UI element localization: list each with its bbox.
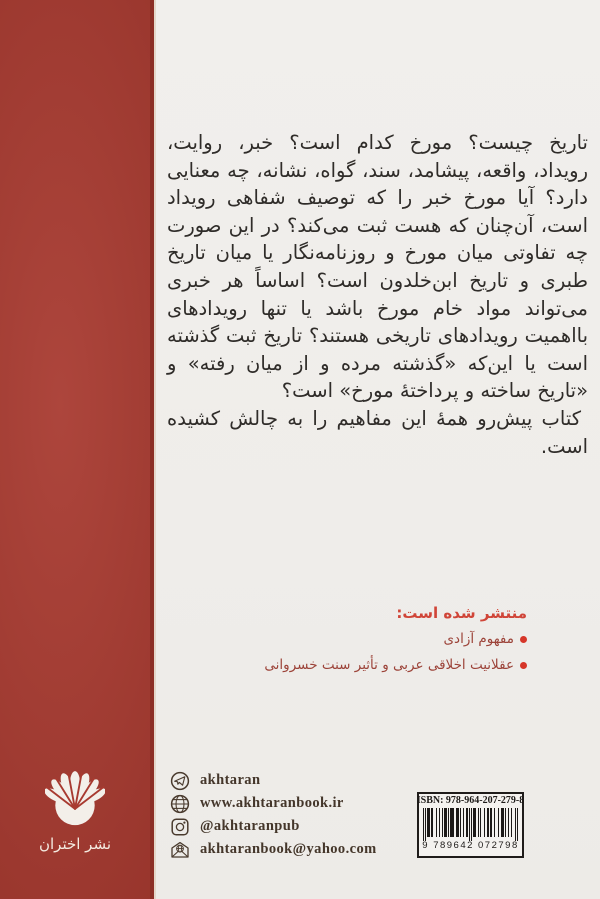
ean13-barcode <box>423 808 518 841</box>
barcode-digits: 9 789642 072798 <box>422 840 519 851</box>
list-item <box>264 657 527 673</box>
synopsis-paragraph-1: تاریخ چیست؟ مورخ کدام است؟ خبر، روایت، رویداد، واقعه، پیشامد، سند، گواه، نشانه، چه معنایی دارد؟ آیا مورخ خبر را که توصیف شفاهی رویداد است، آن‌چنان که هست ثبت می‌کند؟ در این صورت چه تفاوتی میان مورخ و روزنامه‌نگار یا میان تاریخ طبری و تاریخ ابن‌خلدون است؟ اساساً هر خبری می‌تواند مواد خام مورخ باشد یا تنها رویدادهای بااهمیت رویدادهای تاریخی هستند؟ تاریخ ثبت گذشته است یا این‌که «گذشته مرده و از میان رفته» و «تاریخ ساخته و پرداختهٔ مورخ» است؟ <box>167 131 588 403</box>
contact-telegram-handle: akhtaran <box>200 772 261 788</box>
list-item <box>170 771 377 790</box>
publisher-name: نشر اختران <box>38 835 112 853</box>
list-item <box>170 817 377 836</box>
contact-email-address: akhtaranbook@yahoo.com <box>200 841 377 857</box>
bullet-icon <box>520 662 527 669</box>
email-icon <box>170 840 190 860</box>
published-item-label: مفهوم آزادی <box>443 631 514 647</box>
contact-instagram-handle: @akhtaranpub <box>200 818 300 834</box>
published-item-label: عقلانیت اخلاقی عربی و تأثیر سنت خسروانی <box>264 657 514 673</box>
list-item <box>264 631 527 647</box>
list-item <box>170 840 377 859</box>
telegram-icon <box>170 771 190 791</box>
publisher-logo-block <box>0 764 150 853</box>
contacts-block <box>170 771 377 863</box>
published-heading: منتشر شده است: <box>396 604 527 622</box>
instagram-icon <box>170 817 190 837</box>
published-section <box>264 604 527 683</box>
spine-gap-line <box>154 0 156 899</box>
isbn-barcode-box <box>417 792 524 858</box>
bullet-icon <box>520 636 527 643</box>
contact-website-url: www.akhtaranbook.ir <box>200 795 344 811</box>
synopsis-block <box>167 129 588 460</box>
akhtaran-flower-logo-icon <box>0 764 150 828</box>
synopsis-paragraph-2: کتاب پیش‌رو همهٔ این مفاهیم را به چالش کشیده است. <box>167 406 588 458</box>
globe-icon <box>170 794 190 814</box>
list-item <box>170 794 377 813</box>
isbn-label: ISBN: 978-964-207-279-8 <box>416 795 525 806</box>
